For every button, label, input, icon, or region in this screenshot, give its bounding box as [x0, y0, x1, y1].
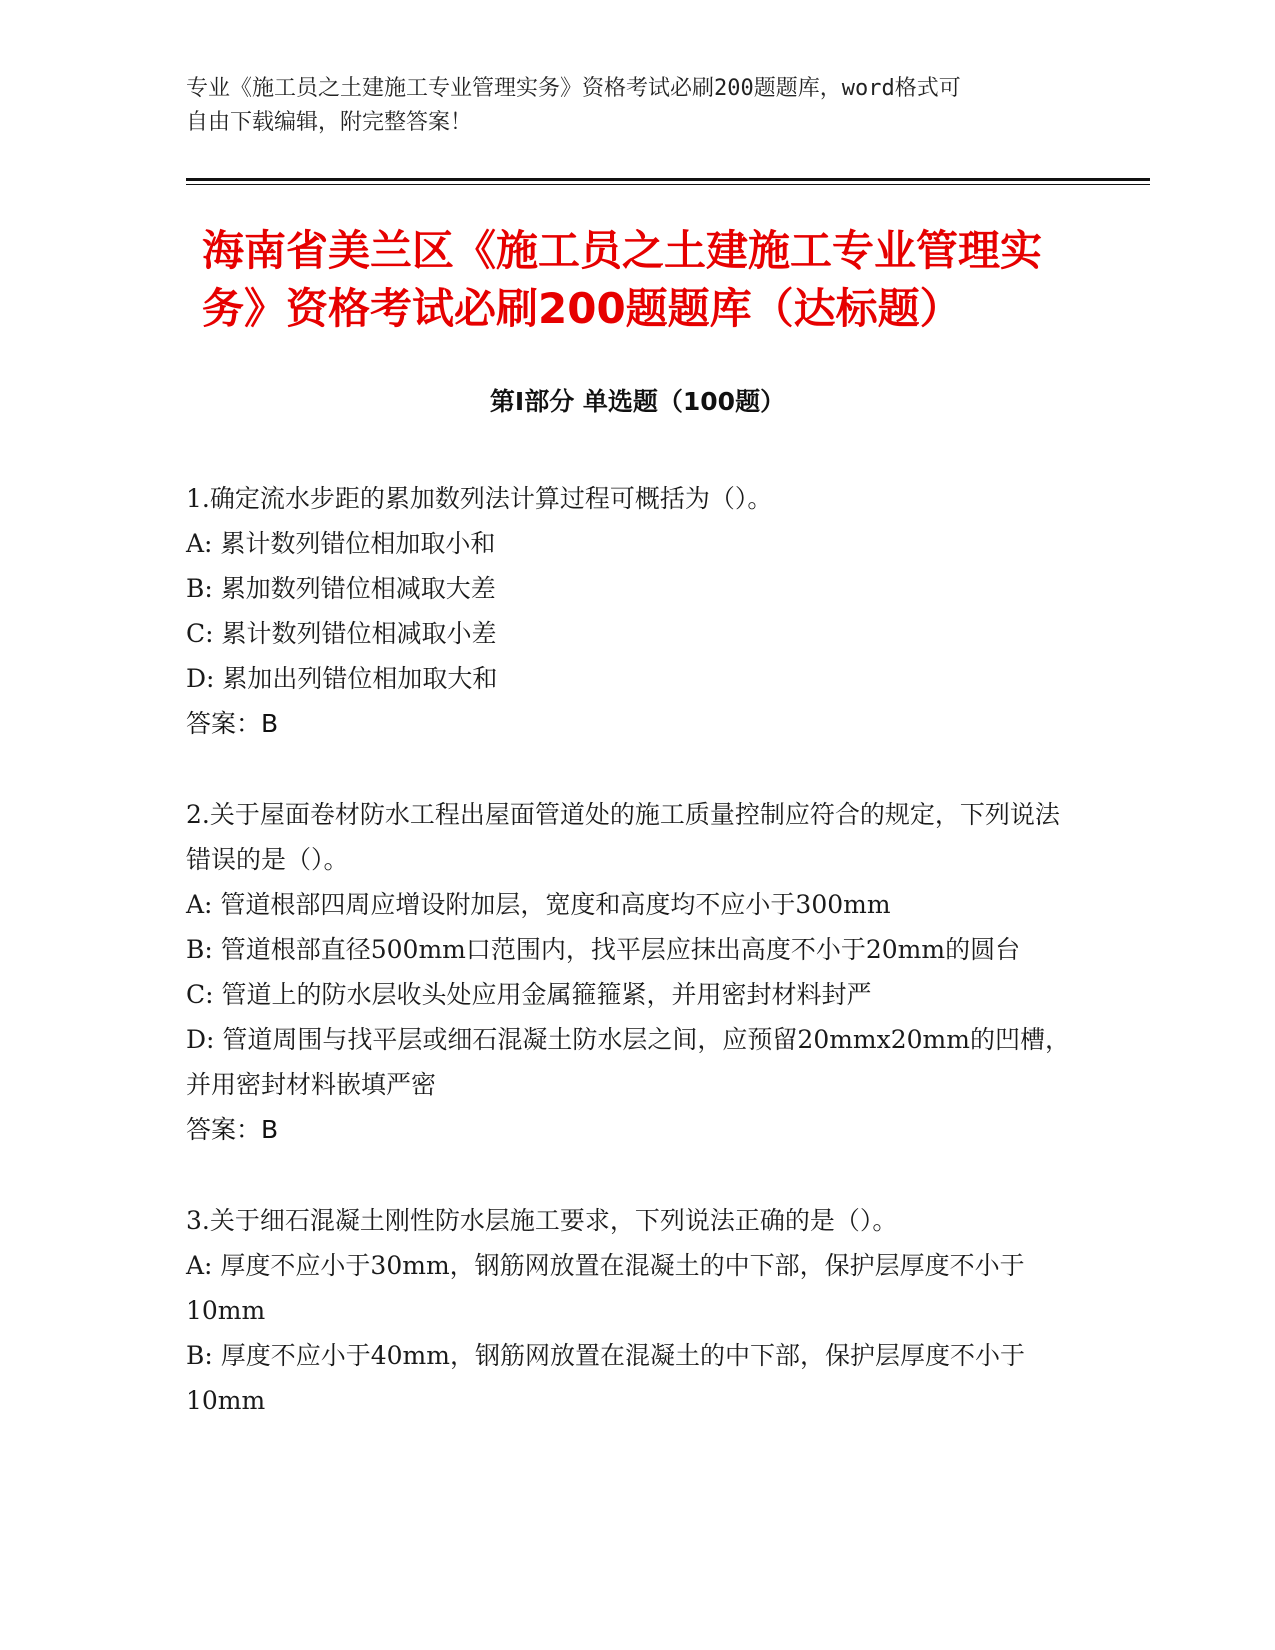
option-a: A: 累计数列错位相加取小和: [186, 529, 496, 558]
answer: 答案：B: [186, 709, 279, 738]
option-d: D: 累加出列错位相加取大和: [186, 664, 498, 693]
answer: 答案：B: [186, 1115, 279, 1144]
header-note: 专业《施工员之土建施工专业管理实务》资格考试必刷200题题库，word格式可 自由下载编辑，附完整答案！: [186, 76, 961, 135]
option-b: B: 累加数列错位相减取大差: [186, 574, 496, 603]
document-title: 海南省美兰区《施工员之土建施工专业管理实务》资格考试必刷200题题库（达标题）: [202, 226, 1043, 333]
question-list: [186, 476, 1076, 1469]
header-divider-thick: [186, 178, 1150, 181]
question-stem: 1.确定流水步距的累加数列法计算过程可概括为（）。: [186, 484, 773, 513]
header-divider-thin: [186, 184, 1150, 185]
question-3: [186, 1198, 1076, 1423]
option-a: A: 厚度不应小于30mm，钢筋网放置在混凝土的中下部，保护层厚度不小于10mm: [186, 1251, 1025, 1325]
option-b: B: 厚度不应小于40mm，钢筋网放置在混凝土的中下部，保护层厚度不小于10mm: [186, 1341, 1025, 1415]
option-b: B: 管道根部直径500mm口范围内，找平层应抹出高度不小于20mm的圆台: [186, 935, 1021, 964]
question-stem: 2.关于屋面卷材防水工程出屋面管道处的施工质量控制应符合的规定，下列说法错误的是（）。: [186, 800, 1060, 874]
option-c: C: 管道上的防水层收头处应用金属箍箍紧，并用密封材料封严: [186, 980, 872, 1009]
option-a: A: 管道根部四周应增设附加层，宽度和高度均不应小于300mm: [186, 890, 891, 919]
question-2: [186, 792, 1076, 1152]
section-title: 第I部分 单选题（100题）: [489, 387, 786, 416]
question-1: [186, 476, 1076, 746]
option-c: C: 累计数列错位相减取小差: [186, 619, 497, 648]
question-stem: 3.关于细石混凝土刚性防水层施工要求，下列说法正确的是（）。: [186, 1206, 898, 1235]
option-d: D: 管道周围与找平层或细石混凝土防水层之间，应预留20mmx20mm的凹槽，并用密封材料嵌填严密: [186, 1025, 1070, 1099]
